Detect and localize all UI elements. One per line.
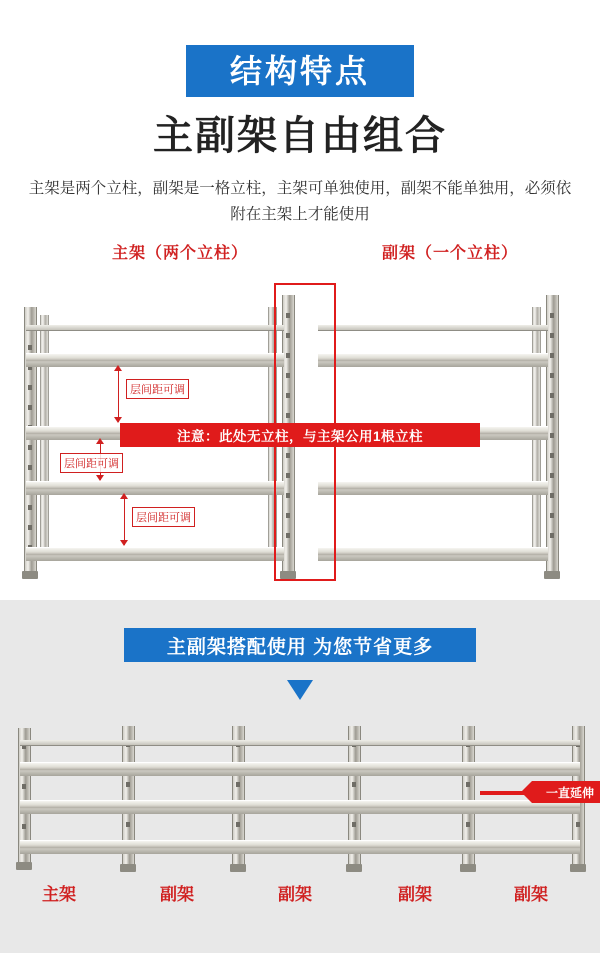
- section-badge: [186, 45, 414, 97]
- main-rack-shelf-edge: [26, 490, 284, 495]
- spacing-arrow-up-icon: [96, 438, 104, 444]
- label-main-frame: 主架（两个立柱）: [111, 245, 248, 262]
- sub-rack-shelf-edge: [318, 556, 548, 561]
- caption-sub-frame: 副架: [160, 885, 194, 904]
- spacing-annotation: 层间距可调: [60, 453, 123, 473]
- caption-sub-frame: 副架: [514, 885, 548, 904]
- main-rack-shelf-edge: [26, 556, 284, 561]
- main-rack-shelf-edge: [26, 362, 284, 367]
- extend-tag: [532, 781, 600, 803]
- section-badge-label: 结构特点: [229, 53, 370, 89]
- combined-rack-foot: [570, 864, 586, 872]
- bottom-banner: [124, 628, 476, 662]
- caption-main-frame: 主架: [42, 885, 76, 904]
- spacing-indicator-line: [124, 495, 125, 545]
- caption-sub-frame: 副架: [278, 885, 312, 904]
- extend-tag-label: 一直延伸: [545, 785, 594, 800]
- combined-rack-foot: [346, 864, 362, 872]
- page-title: 主副架自由组合: [153, 114, 447, 158]
- caption-sub-frame: 副架: [398, 885, 432, 904]
- bottom-section: [0, 600, 600, 953]
- spacing-arrow-up-icon: [114, 365, 122, 371]
- combined-rack-foot: [16, 862, 32, 870]
- spacing-arrow-down-icon: [120, 540, 128, 546]
- rack-illustration: [0, 285, 600, 585]
- label-sub-frame: 副架（一个立柱）: [381, 245, 518, 262]
- sub-rack-top-beam: [318, 325, 548, 331]
- combined-rack-illustration: [0, 718, 600, 878]
- sub-rack-shelf-edge: [318, 490, 548, 495]
- main-rack-foot: [22, 571, 38, 579]
- spacing-arrow-up-icon: [120, 493, 128, 499]
- combined-rack-shelf-edge: [20, 849, 580, 854]
- spacing-indicator-line: [118, 367, 119, 422]
- main-rack-post-left: [24, 307, 37, 575]
- main-rack-top-beam: [26, 325, 284, 331]
- combined-rack-foot: [120, 864, 136, 872]
- chevron-down-icon: [287, 680, 313, 700]
- spacing-annotation: 层间距可调: [126, 379, 189, 399]
- combined-rack-top-beam: [20, 740, 580, 746]
- caption-row: [0, 880, 600, 920]
- sub-rack-shelf-edge: [318, 362, 548, 367]
- combined-rack-shelf-edge: [20, 771, 580, 776]
- combined-rack-foot: [460, 864, 476, 872]
- page-subtitle: 主架是两个立柱，副架是一格立柱，主架可单独使用，副架不能单独用，必须依附在主架上才能使用: [28, 180, 572, 223]
- combined-rack-foot: [230, 864, 246, 872]
- sub-rack-foot: [544, 571, 560, 579]
- spacing-annotation: 层间距可调: [132, 507, 195, 527]
- bottom-banner-label: 主副架搭配使用 为您节省更多: [166, 636, 434, 658]
- spacing-arrow-down-icon: [96, 475, 104, 481]
- combined-rack-shelf-edge: [20, 809, 580, 814]
- shared-post-notice: 注意：此处无立柱，与主架公用1根立柱: [120, 423, 480, 447]
